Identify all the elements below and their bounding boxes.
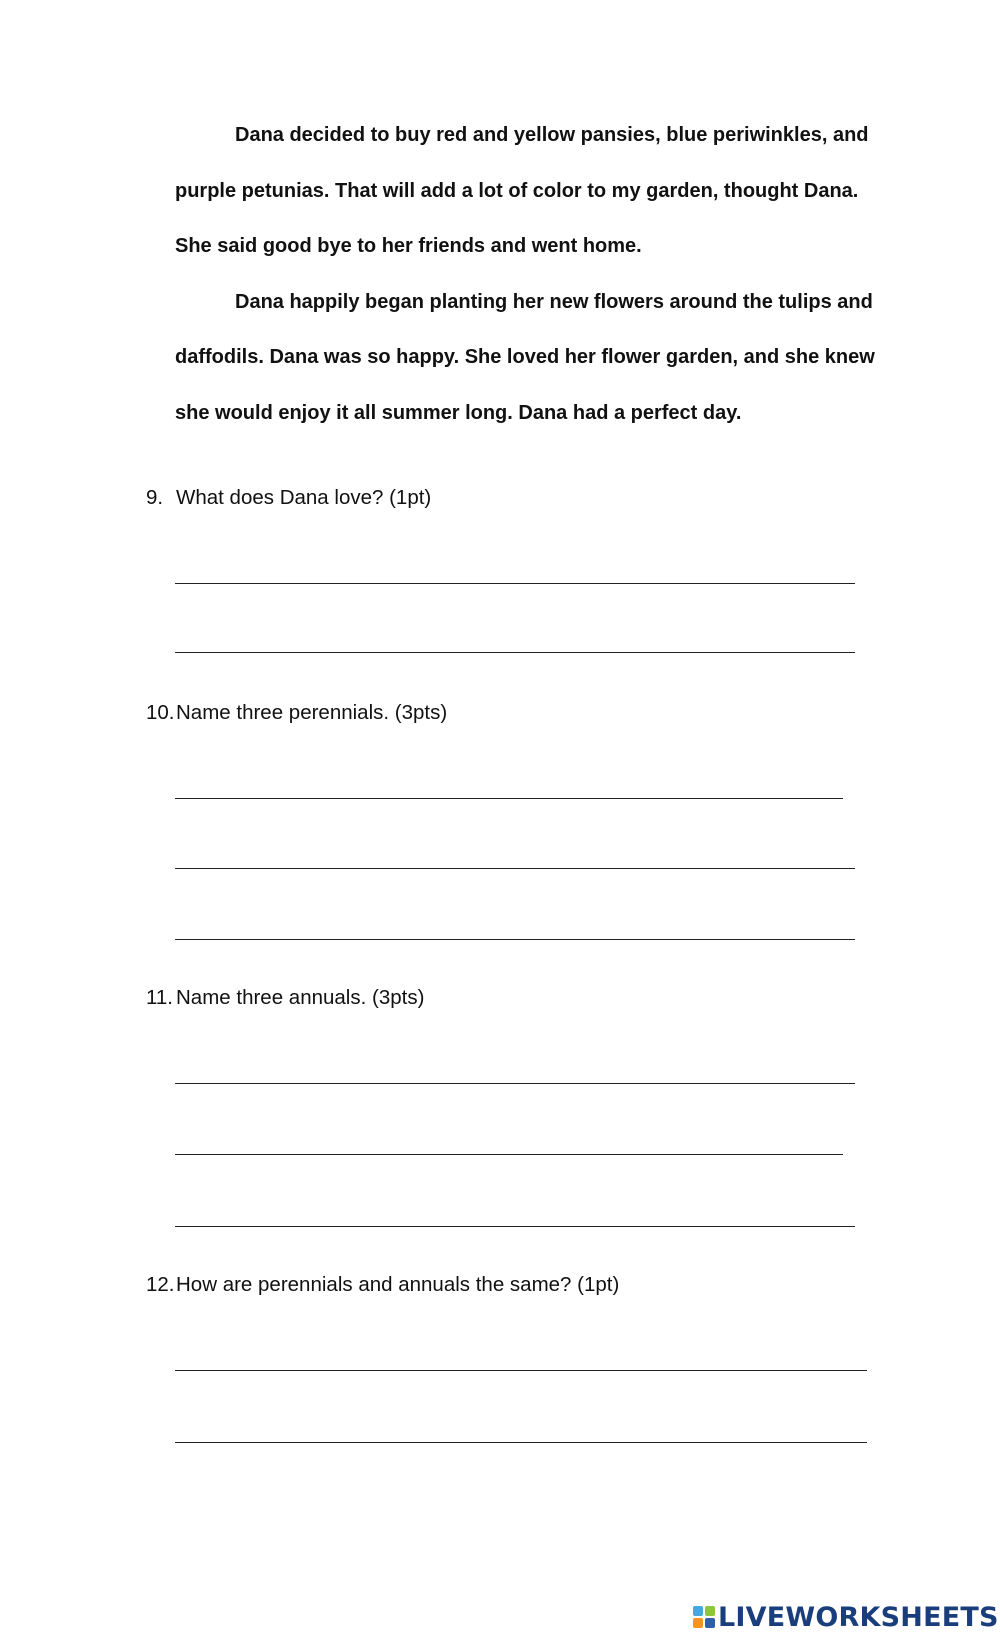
answer-line[interactable] xyxy=(175,1154,843,1155)
logo-mark-icon xyxy=(693,1606,715,1628)
question-9 xyxy=(146,484,431,512)
question-10 xyxy=(146,699,447,727)
question-number: 11. xyxy=(146,986,173,1009)
answer-line[interactable] xyxy=(175,1370,867,1371)
story-paragraph: Dana decided to buy red and yellow pansies, blue periwinkles, and purple petunias. That will add a lot of color to my garden, thought Dana. She said good bye to her friends and went home. xyxy=(175,124,869,257)
question-number: 10. xyxy=(146,701,175,724)
question-text: Name three perennials. (3pts) xyxy=(176,701,448,724)
logo-square-icon xyxy=(705,1618,715,1628)
question-text: What does Dana love? (1pt) xyxy=(176,486,432,509)
liveworksheets-logo xyxy=(693,1600,999,1634)
question-12 xyxy=(146,1271,619,1299)
answer-line[interactable] xyxy=(175,1226,855,1227)
answer-line[interactable] xyxy=(175,652,855,653)
question-text: How are perennials and annuals the same? (1pt) xyxy=(176,1273,620,1296)
story-paragraph: Dana happily began planting her new flowers around the tulips and daffodils. Dana was so happy. She loved her flower garden, and she knew she would enjoy it all summer long. Dana had a perfect day. xyxy=(175,290,875,424)
question-number: 9. xyxy=(146,486,164,509)
answer-line[interactable] xyxy=(175,583,855,584)
answer-line[interactable] xyxy=(175,1442,867,1443)
logo-square-icon xyxy=(693,1618,703,1628)
question-text: Name three annuals. (3pts) xyxy=(176,986,425,1009)
answer-line[interactable] xyxy=(175,868,855,869)
answer-line[interactable] xyxy=(175,798,843,799)
logo-text: LIVEWORKSHEETS xyxy=(718,1601,999,1633)
logo-square-icon xyxy=(693,1606,703,1616)
story-text xyxy=(175,108,875,441)
question-number: 12. xyxy=(146,1273,175,1296)
logo-square-icon xyxy=(705,1606,715,1616)
question-11 xyxy=(146,984,424,1012)
answer-line[interactable] xyxy=(175,1083,855,1084)
answer-line[interactable] xyxy=(175,939,855,940)
